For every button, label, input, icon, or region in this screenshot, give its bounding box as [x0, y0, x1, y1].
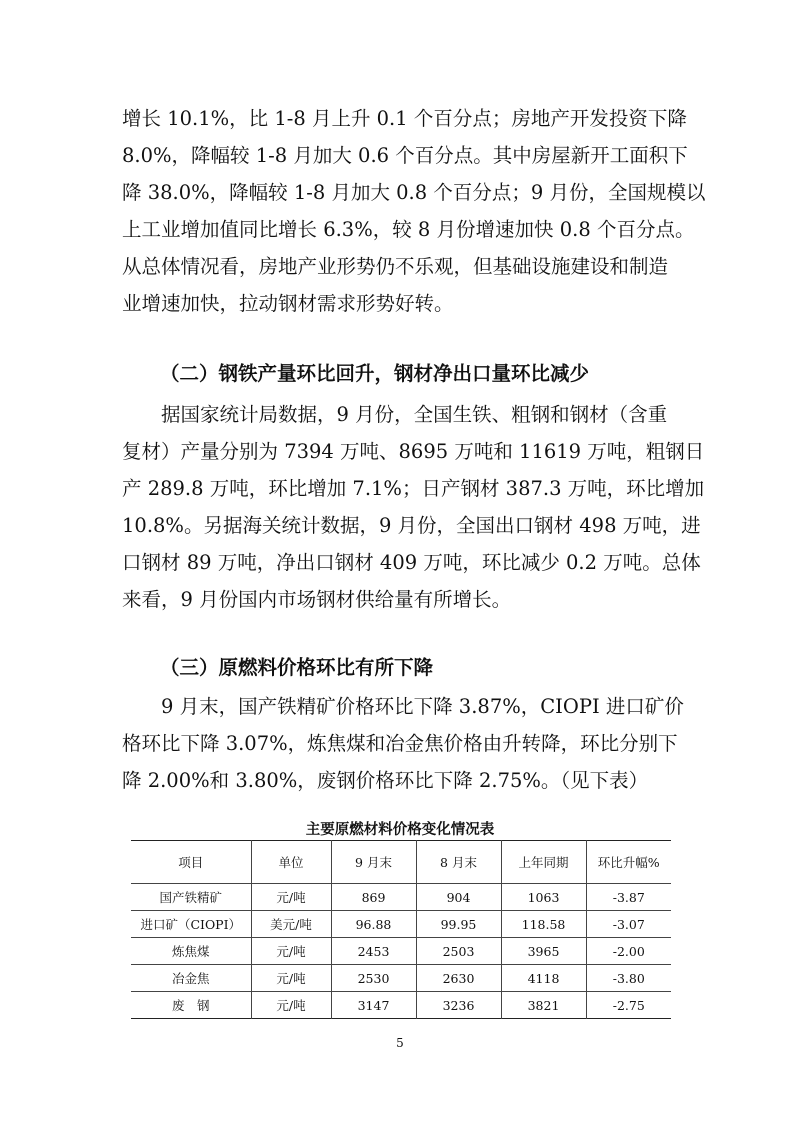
text-line: 口钢材 89 万吨，净出口钢材 409 万吨，环比减少 0.2 万吨。总体: [122, 551, 701, 574]
table-row: [131, 992, 671, 1019]
table-row: [131, 965, 671, 992]
column-header-end-aug: 8 月末: [416, 841, 501, 884]
table-cell: 96.88: [331, 911, 416, 938]
text-line: 9 月末，国产铁精矿价格环比下降 3.87%，CIOPI 进口矿价: [161, 695, 684, 718]
table-cell: 元/吨: [251, 938, 331, 965]
text-line: 产 289.8 万吨，环比增加 7.1%；日产钢材 387.3 万吨，环比增加: [122, 477, 705, 500]
text-line: 格环比下降 3.07%，炼焦煤和冶金焦价格由升转降，环比分别下: [122, 732, 678, 755]
text-line: 降 38.0%，降幅较 1-8 月加大 0.8 个百分点；9 月份，全国规模以: [122, 181, 706, 204]
text-line: 降 2.00%和 3.80%，废钢价格环比下降 2.75%。（见下表）: [122, 769, 649, 792]
table-cell: 元/吨: [251, 992, 331, 1019]
section-heading-production: （二）钢铁产量环比回升，钢材净出口量环比减少: [160, 362, 590, 385]
table-cell: 1063: [501, 884, 586, 911]
column-header-mom-change: 环比升幅%: [586, 841, 671, 884]
table-cell: 3147: [331, 992, 416, 1019]
table-cell: 3236: [416, 992, 501, 1019]
column-header-last-year: 上年同期: [501, 841, 586, 884]
paragraph-raw-materials: [122, 688, 688, 799]
table-cell: -3.07: [586, 911, 671, 938]
table-cell: 炼焦煤: [171, 944, 210, 959]
text-line: 据国家统计局数据，9 月份，全国生铁、粗钢和钢材（含重: [161, 403, 668, 426]
table-cell: 2630: [416, 965, 501, 992]
table-cell: 3965: [501, 938, 586, 965]
table-title: 主要原燃材料价格变化情况表: [305, 822, 495, 838]
table-cell: 869: [331, 884, 416, 911]
table-row: [131, 938, 671, 965]
text-line: 从总体情况看，房地产业形势仍不乐观，但基础设施建设和制造: [122, 255, 669, 278]
paragraph-demand: [122, 100, 706, 322]
section-heading-raw-materials: （三）原燃料价格环比有所下降: [160, 656, 434, 679]
text-line: 8.0%，降幅较 1-8 月加大 0.6 个百分点。其中房屋新开工面积下: [122, 144, 688, 167]
text-line: 复材）产量分别为 7394 万吨、8695 万吨和 11619 万吨，粗钢日: [122, 440, 705, 463]
column-header-unit: 单位: [251, 841, 331, 884]
table-cell: 美元/吨: [251, 911, 331, 938]
text-line: 来看，9 月份国内市场钢材供给量有所增长。: [122, 588, 512, 611]
text-line: 上工业增加值同比增长 6.3%，较 8 月份增速加快 0.8 个百分点。: [122, 218, 695, 241]
table-row: [131, 911, 671, 938]
text-line: 业增速加快，拉动钢材需求形势好转。: [122, 292, 454, 315]
table-cell: 118.58: [501, 911, 586, 938]
table-cell: 冶金焦: [171, 971, 210, 986]
table-cell: 4118: [501, 965, 586, 992]
text-line: 增长 10.1%，比 1-8 月上升 0.1 个百分点；房地产开发投资下降: [122, 107, 687, 130]
table-cell: 2453: [331, 938, 416, 965]
table-cell: 国产铁精矿: [159, 890, 222, 905]
table-cell: 废 钢: [171, 998, 210, 1013]
table-cell: -3.87: [586, 884, 671, 911]
column-header-end-sep: 9 月末: [331, 841, 416, 884]
table-cell: 904: [416, 884, 501, 911]
paragraph-production: [122, 396, 705, 618]
table-cell: 2503: [416, 938, 501, 965]
table-row: [131, 884, 671, 911]
page-number: 5: [396, 1036, 404, 1050]
column-header-item: 项目: [178, 855, 204, 870]
table-cell: 3821: [501, 992, 586, 1019]
table-cell: -3.80: [586, 965, 671, 992]
table-cell: -2.00: [586, 938, 671, 965]
table-header-row: [131, 841, 671, 884]
table-cell: 进口矿（CIOPI）: [140, 917, 242, 932]
table-cell: 99.95: [416, 911, 501, 938]
table-cell: 元/吨: [251, 884, 331, 911]
price-change-table: [131, 840, 671, 1019]
text-line: 10.8%。另据海关统计数据，9 月份，全国出口钢材 498 万吨，进: [122, 514, 701, 537]
table-cell: 元/吨: [251, 965, 331, 992]
table-cell: -2.75: [586, 992, 671, 1019]
table-cell: 2530: [331, 965, 416, 992]
